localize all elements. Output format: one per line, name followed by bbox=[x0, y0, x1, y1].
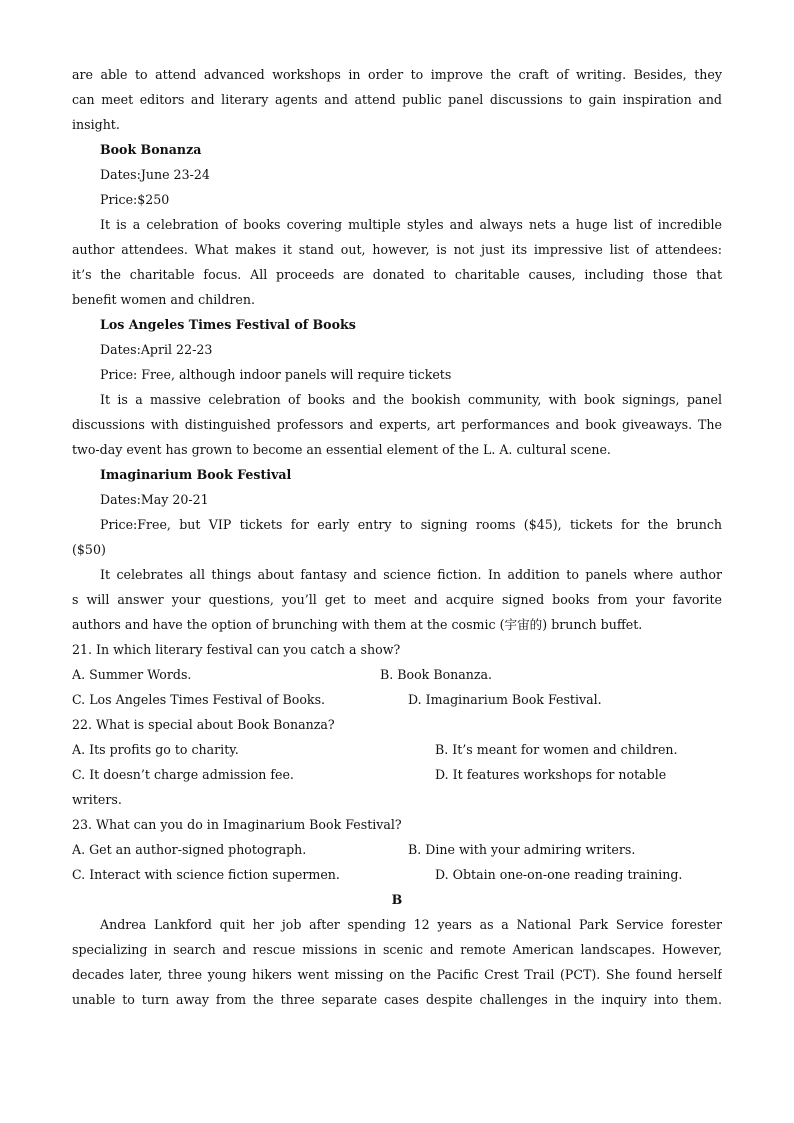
question-21-option-c: C. Los Angeles Times Festival of Books. bbox=[72, 692, 326, 707]
question-22-options-row-1 bbox=[72, 737, 722, 762]
passage-b-line: decades later, three young hikers went missing on the Pacific Crest Trail (PCT). She found herself bbox=[72, 967, 722, 982]
festival-title-book-bonanza: Book Bonanza bbox=[100, 142, 202, 157]
passage-b-line: Andrea Lankford quit her job after spending 12 years as a National Park Service forester bbox=[100, 917, 722, 932]
festival-price-book-bonanza: Price:$250 bbox=[100, 192, 170, 207]
question-22-option-b: B. It’s meant for women and children. bbox=[435, 742, 678, 757]
question-22-option-c: C. It doesn’t charge admission fee. bbox=[72, 767, 294, 782]
festival-desc-line: discussions with distinguished professors and experts, art performances and book giveaways. The bbox=[72, 417, 722, 432]
question-23-option-d: D. Obtain one-on-one reading training. bbox=[435, 867, 683, 882]
passage-b-heading: B bbox=[391, 892, 403, 907]
passage-b-line: unable to turn away from the three separate cases despite challenges in the inquiry into them. bbox=[72, 992, 722, 1007]
passage-b-line: specializing in search and rescue missions in scenic and remote American landscapes. However, bbox=[72, 942, 722, 957]
festival-desc-line: s will answer your questions, you’ll get to meet and acquire signed books from your favorite bbox=[72, 592, 722, 607]
question-21-option-a: A. Summer Words. bbox=[72, 667, 192, 682]
festival-desc-line: authors and have the option of brunching with them at the cosmic (宇宙的) brunch buffet. bbox=[72, 617, 643, 632]
passage-a-tail-line-2: can meet editors and literary agents and attend public panel discussions to gain inspiration and bbox=[72, 92, 722, 107]
festival-dates-la-times: Dates:April 22-23 bbox=[100, 342, 213, 357]
question-23-stem: 23. What can you do in Imaginarium Book Festival? bbox=[72, 817, 402, 832]
festival-desc-line: author attendees. What makes it stand out, however, is not just its impressive list of attendees: bbox=[72, 242, 722, 257]
question-23-options-row-2 bbox=[72, 862, 722, 887]
question-23-option-c: C. Interact with science fiction supermen. bbox=[72, 867, 340, 882]
festival-desc-line: two-day event has grown to become an essential element of the L. A. cultural scene. bbox=[72, 442, 611, 457]
festival-dates-book-bonanza: Dates:June 23-24 bbox=[100, 167, 210, 182]
question-21-option-b: B. Book Bonanza. bbox=[380, 667, 493, 682]
document-page bbox=[72, 62, 722, 1012]
passage-a-tail-line-1: are able to attend advanced workshops in order to improve the craft of writing. Besides, they bbox=[72, 67, 722, 82]
passage-a-tail-line-3: insight. bbox=[72, 117, 120, 132]
festival-price-imaginarium: Price:Free, but VIP tickets for early entry to signing rooms ($45), tickets for the brunch bbox=[100, 517, 722, 532]
question-21-options-row-1 bbox=[72, 662, 722, 687]
question-22-option-d-cont: writers. bbox=[72, 792, 122, 807]
festival-desc-line: benefit women and children. bbox=[72, 292, 255, 307]
question-21-stem: 21. In which literary festival can you catch a show? bbox=[72, 642, 401, 657]
festival-price-la-times: Price: Free, although indoor panels will require tickets bbox=[100, 367, 452, 382]
festival-dates-imaginarium: Dates:May 20-21 bbox=[100, 492, 209, 507]
question-21-options-row-2 bbox=[72, 687, 722, 712]
festival-title-la-times: Los Angeles Times Festival of Books bbox=[100, 317, 356, 332]
festival-desc-line: It celebrates all things about fantasy and science fiction. In addition to panels where author bbox=[100, 567, 722, 582]
question-22-stem: 22. What is special about Book Bonanza? bbox=[72, 717, 335, 732]
question-22-option-a: A. Its profits go to charity. bbox=[72, 742, 239, 757]
festival-desc-line: It is a celebration of books covering multiple styles and always nets a huge list of incredible bbox=[100, 217, 722, 232]
question-22-options-row-2 bbox=[72, 762, 722, 787]
question-22-option-d: D. It features workshops for notable bbox=[435, 767, 667, 782]
festival-desc-line: It is a massive celebration of books and the bookish community, with book signings, panel bbox=[100, 392, 722, 407]
question-23-options-row-1 bbox=[72, 837, 722, 862]
festival-desc-line: it’s the charitable focus. All proceeds are donated to charitable causes, including those that bbox=[72, 267, 722, 282]
question-23-option-b: B. Dine with your admiring writers. bbox=[408, 842, 636, 857]
festival-title-imaginarium: Imaginarium Book Festival bbox=[100, 467, 292, 482]
question-23-option-a: A. Get an author-signed photograph. bbox=[72, 842, 307, 857]
question-21-option-d: D. Imaginarium Book Festival. bbox=[408, 692, 602, 707]
festival-price-imaginarium-cont: ($50) bbox=[72, 542, 106, 557]
